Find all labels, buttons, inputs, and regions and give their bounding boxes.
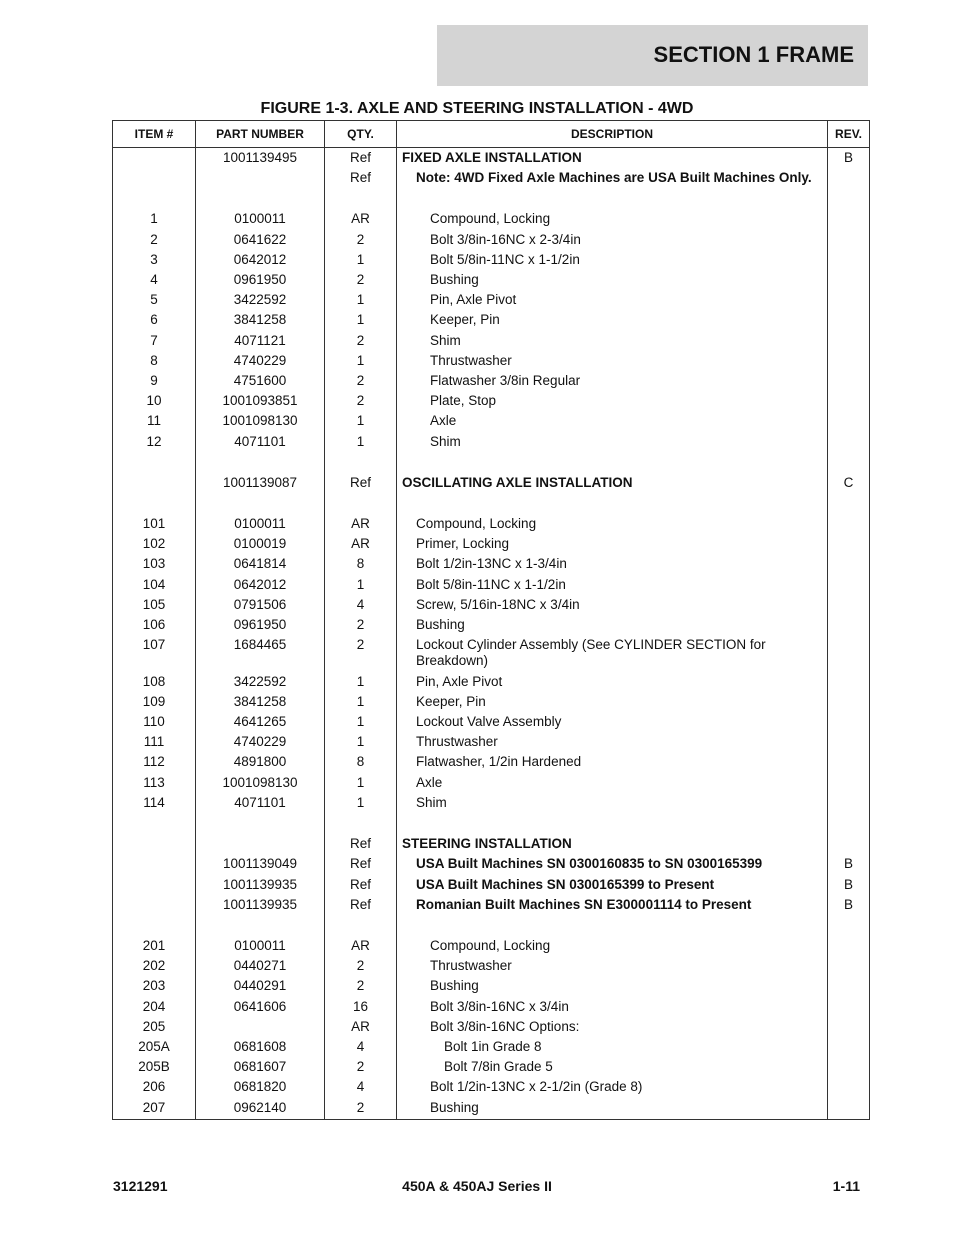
item-number-cell: 109 (113, 692, 196, 712)
part-number-cell: 4071101 (196, 432, 325, 452)
table-row (113, 331, 870, 351)
revision-cell (828, 331, 870, 351)
quantity-cell: 1 (325, 712, 397, 732)
item-number-cell: 9 (113, 371, 196, 391)
quantity-cell: 2 (325, 956, 397, 976)
revision-cell (828, 635, 870, 671)
quantity-cell: 1 (325, 411, 397, 431)
revision-cell: B (828, 875, 870, 895)
table-row (113, 290, 870, 310)
item-number-cell: 113 (113, 773, 196, 793)
revision-cell (828, 712, 870, 732)
part-number-cell: 1001098130 (196, 411, 325, 431)
description-cell: STEERING INSTALLATION (397, 834, 828, 854)
table-row (113, 391, 870, 411)
table-row (113, 854, 870, 874)
description-cell: Shim (397, 793, 828, 813)
spacer-cell (397, 813, 828, 834)
quantity-cell: 1 (325, 672, 397, 692)
revision-cell (828, 432, 870, 452)
spacer-cell (325, 188, 397, 209)
quantity-cell: 1 (325, 575, 397, 595)
description-cell: Pin, Axle Pivot (397, 290, 828, 310)
description-cell: Bolt 3/8in-16NC x 3/4in (397, 997, 828, 1017)
revision-cell: C (828, 473, 870, 493)
part-number-cell: 0681608 (196, 1037, 325, 1057)
table-row (113, 1057, 870, 1077)
item-number-cell: 201 (113, 936, 196, 956)
quantity-cell: 1 (325, 793, 397, 813)
footer-series: 450A & 450AJ Series II (402, 1178, 552, 1194)
table-row (113, 595, 870, 615)
table-row (113, 997, 870, 1017)
part-number-cell: 4740229 (196, 732, 325, 752)
part-number-cell: 0641814 (196, 554, 325, 574)
revision-cell (828, 956, 870, 976)
item-number-cell (113, 895, 196, 915)
table-row (113, 209, 870, 229)
spacer-cell (397, 915, 828, 936)
part-number-cell: 4751600 (196, 371, 325, 391)
quantity-cell: 2 (325, 391, 397, 411)
revision-cell (828, 209, 870, 229)
table-row (113, 310, 870, 330)
spacer-cell (828, 188, 870, 209)
item-number-cell: 102 (113, 534, 196, 554)
item-number-cell: 203 (113, 976, 196, 996)
revision-cell (828, 250, 870, 270)
quantity-cell: 2 (325, 230, 397, 250)
table-row (113, 148, 870, 169)
item-number-cell: 114 (113, 793, 196, 813)
table-row (113, 371, 870, 391)
spacer-cell (397, 493, 828, 514)
part-number-cell: 1001139049 (196, 854, 325, 874)
part-number-cell: 4641265 (196, 712, 325, 732)
part-number-cell: 0100019 (196, 534, 325, 554)
table-row (113, 834, 870, 854)
description-cell: Bolt 1/2in-13NC x 1-3/4in (397, 554, 828, 574)
revision-cell (828, 1098, 870, 1120)
revision-cell (828, 997, 870, 1017)
description-cell: Plate, Stop (397, 391, 828, 411)
revision-cell (828, 834, 870, 854)
part-number-cell: 0961950 (196, 270, 325, 290)
quantity-cell: 2 (325, 270, 397, 290)
description-cell: Pin, Axle Pivot (397, 672, 828, 692)
item-number-cell: 104 (113, 575, 196, 595)
item-number-cell: 7 (113, 331, 196, 351)
spacer-cell (196, 493, 325, 514)
quantity-cell: 16 (325, 997, 397, 1017)
item-number-cell: 111 (113, 732, 196, 752)
quantity-cell: 8 (325, 554, 397, 574)
table-row (113, 534, 870, 554)
revision-cell (828, 773, 870, 793)
part-number-cell: 1001098130 (196, 773, 325, 793)
description-cell: Screw, 5/16in-18NC x 3/4in (397, 595, 828, 615)
part-number-cell: 4071101 (196, 793, 325, 813)
revision-cell (828, 692, 870, 712)
quantity-cell: 1 (325, 290, 397, 310)
part-number-cell: 0440271 (196, 956, 325, 976)
item-number-cell (113, 168, 196, 188)
part-number-cell: 0641606 (196, 997, 325, 1017)
revision-cell (828, 411, 870, 431)
part-number-cell (196, 834, 325, 854)
table-row (113, 1077, 870, 1097)
item-number-cell: 10 (113, 391, 196, 411)
description-cell: Bushing (397, 1098, 828, 1120)
table-row (113, 936, 870, 956)
description-cell: Keeper, Pin (397, 310, 828, 330)
part-number-cell: 0100011 (196, 514, 325, 534)
table-row (113, 230, 870, 250)
part-number-cell: 0100011 (196, 209, 325, 229)
spacer-cell (113, 915, 196, 936)
item-number-cell: 103 (113, 554, 196, 574)
revision-cell (828, 1037, 870, 1057)
part-number-cell: 3422592 (196, 672, 325, 692)
quantity-cell: 2 (325, 331, 397, 351)
quantity-cell: 4 (325, 595, 397, 615)
item-number-cell: 101 (113, 514, 196, 534)
quantity-cell: 2 (325, 976, 397, 996)
revision-cell (828, 672, 870, 692)
part-number-cell: 1001093851 (196, 391, 325, 411)
quantity-cell: 1 (325, 773, 397, 793)
quantity-cell: 1 (325, 250, 397, 270)
quantity-cell: 2 (325, 615, 397, 635)
revision-cell (828, 752, 870, 772)
description-cell: Bushing (397, 976, 828, 996)
part-number-cell: 3422592 (196, 290, 325, 310)
description-cell: Lockout Cylinder Assembly (See CYLINDER SECTION for Breakdown) (397, 635, 828, 671)
spacer-cell (828, 915, 870, 936)
revision-cell (828, 371, 870, 391)
item-number-cell (113, 834, 196, 854)
description-cell: Axle (397, 411, 828, 431)
quantity-cell: Ref (325, 875, 397, 895)
description-cell: Bolt 5/8in-11NC x 1-1/2in (397, 250, 828, 270)
table-row (113, 168, 870, 188)
quantity-cell: Ref (325, 854, 397, 874)
part-number-cell: 1684465 (196, 635, 325, 671)
table-row (113, 732, 870, 752)
revision-cell (828, 936, 870, 956)
table-row (113, 875, 870, 895)
description-cell: USA Built Machines SN 0300165399 to Present (397, 875, 828, 895)
part-number-cell: 1001139087 (196, 473, 325, 493)
column-header-qty: QTY. (325, 121, 397, 148)
spacer-cell (196, 813, 325, 834)
part-number-cell: 0791506 (196, 595, 325, 615)
revision-cell (828, 1077, 870, 1097)
item-number-cell: 105 (113, 595, 196, 615)
item-number-cell: 112 (113, 752, 196, 772)
revision-cell (828, 168, 870, 188)
description-cell: Flatwasher 3/8in Regular (397, 371, 828, 391)
item-number-cell: 12 (113, 432, 196, 452)
section-header-box (437, 25, 868, 86)
description-cell: Bolt 1/2in-13NC x 2-1/2in (Grade 8) (397, 1077, 828, 1097)
part-number-cell: 0681820 (196, 1077, 325, 1097)
quantity-cell: 1 (325, 351, 397, 371)
revision-cell (828, 391, 870, 411)
table-row (113, 554, 870, 574)
spacer-row (113, 452, 870, 473)
item-number-cell: 206 (113, 1077, 196, 1097)
figure-title: FIGURE 1-3. AXLE AND STEERING INSTALLATION - 4WD (260, 100, 694, 117)
revision-cell (828, 1057, 870, 1077)
description-cell: Thrustwasher (397, 732, 828, 752)
spacer-cell (325, 813, 397, 834)
quantity-cell: 4 (325, 1037, 397, 1057)
part-number-cell: 1001139935 (196, 895, 325, 915)
part-number-cell (196, 1017, 325, 1037)
spacer-cell (325, 915, 397, 936)
item-number-cell: 207 (113, 1098, 196, 1120)
table-row (113, 956, 870, 976)
part-number-cell: 0641622 (196, 230, 325, 250)
quantity-cell: AR (325, 534, 397, 554)
item-number-cell: 2 (113, 230, 196, 250)
quantity-cell: Ref (325, 834, 397, 854)
spacer-row (113, 813, 870, 834)
spacer-row (113, 493, 870, 514)
spacer-cell (113, 493, 196, 514)
table-row (113, 976, 870, 996)
item-number-cell (113, 473, 196, 493)
revision-cell (828, 732, 870, 752)
description-cell: Keeper, Pin (397, 692, 828, 712)
revision-cell: B (828, 854, 870, 874)
item-number-cell: 4 (113, 270, 196, 290)
item-number-cell: 3 (113, 250, 196, 270)
table-row (113, 250, 870, 270)
description-cell: Bolt 3/8in-16NC Options: (397, 1017, 828, 1037)
description-cell: Shim (397, 432, 828, 452)
revision-cell (828, 976, 870, 996)
footer-doc-number: 3121291 (113, 1178, 168, 1194)
quantity-cell: Ref (325, 168, 397, 188)
revision-cell (828, 554, 870, 574)
item-number-cell: 106 (113, 615, 196, 635)
quantity-cell: 1 (325, 692, 397, 712)
table-row (113, 514, 870, 534)
item-number-cell: 1 (113, 209, 196, 229)
part-number-cell: 3841258 (196, 692, 325, 712)
description-cell: Romanian Built Machines SN E300001114 to Present (397, 895, 828, 915)
part-number-cell (196, 168, 325, 188)
spacer-row (113, 915, 870, 936)
section-title: SECTION 1 FRAME (653, 42, 854, 67)
part-number-cell: 0962140 (196, 1098, 325, 1120)
table-row (113, 575, 870, 595)
quantity-cell: AR (325, 209, 397, 229)
spacer-cell (397, 452, 828, 473)
quantity-cell: 2 (325, 371, 397, 391)
revision-cell (828, 1017, 870, 1037)
part-number-cell: 0681607 (196, 1057, 325, 1077)
revision-cell (828, 595, 870, 615)
quantity-cell: Ref (325, 473, 397, 493)
spacer-cell (113, 188, 196, 209)
revision-cell (828, 310, 870, 330)
quantity-cell: Ref (325, 148, 397, 169)
table-row (113, 1098, 870, 1120)
item-number-cell: 11 (113, 411, 196, 431)
table-row (113, 773, 870, 793)
spacer-cell (828, 493, 870, 514)
description-cell: Flatwasher, 1/2in Hardened (397, 752, 828, 772)
description-cell: USA Built Machines SN 0300160835 to SN 0300165399 (397, 854, 828, 874)
table-row (113, 895, 870, 915)
item-number-cell: 8 (113, 351, 196, 371)
description-cell: Note: 4WD Fixed Axle Machines are USA Built Machines Only. (397, 168, 828, 188)
table-row (113, 712, 870, 732)
description-cell: Bolt 5/8in-11NC x 1-1/2in (397, 575, 828, 595)
revision-cell (828, 290, 870, 310)
column-header-part-number: PART NUMBER (196, 121, 325, 148)
description-cell: Compound, Locking (397, 936, 828, 956)
footer-page-number: 1-11 (832, 1178, 860, 1194)
spacer-cell (828, 813, 870, 834)
quantity-cell: 8 (325, 752, 397, 772)
description-cell: Thrustwasher (397, 351, 828, 371)
table-row (113, 351, 870, 371)
description-cell: Bolt 1in Grade 8 (397, 1037, 828, 1057)
item-number-cell: 204 (113, 997, 196, 1017)
quantity-cell: 1 (325, 732, 397, 752)
quantity-cell: 2 (325, 1098, 397, 1120)
column-header-description: DESCRIPTION (397, 121, 828, 148)
spacer-cell (196, 188, 325, 209)
item-number-cell (113, 875, 196, 895)
revision-cell (828, 514, 870, 534)
quantity-cell: AR (325, 514, 397, 534)
revision-cell: B (828, 895, 870, 915)
part-number-cell: 1001139935 (196, 875, 325, 895)
table-row (113, 270, 870, 290)
parts-table (112, 120, 870, 1120)
spacer-cell (325, 452, 397, 473)
description-cell: Bolt 3/8in-16NC x 2-3/4in (397, 230, 828, 250)
column-header-item: ITEM # (113, 121, 196, 148)
description-cell: FIXED AXLE INSTALLATION (397, 148, 828, 169)
item-number-cell: 6 (113, 310, 196, 330)
description-cell: Axle (397, 773, 828, 793)
quantity-cell: 2 (325, 635, 397, 671)
description-cell: Thrustwasher (397, 956, 828, 976)
item-number-cell: 202 (113, 956, 196, 976)
description-cell: Bushing (397, 270, 828, 290)
spacer-cell (196, 915, 325, 936)
item-number-cell: 205B (113, 1057, 196, 1077)
item-number-cell: 110 (113, 712, 196, 732)
table-row (113, 615, 870, 635)
table-row (113, 432, 870, 452)
table-row (113, 752, 870, 772)
description-cell: Bushing (397, 615, 828, 635)
revision-cell (828, 230, 870, 250)
description-cell: Primer, Locking (397, 534, 828, 554)
table-header-row (113, 121, 870, 148)
table-row (113, 473, 870, 493)
parts-table-body (113, 148, 870, 1120)
revision-cell (828, 270, 870, 290)
table-row (113, 411, 870, 431)
quantity-cell: AR (325, 1017, 397, 1037)
description-cell: Lockout Valve Assembly (397, 712, 828, 732)
part-number-cell: 0961950 (196, 615, 325, 635)
item-number-cell (113, 148, 196, 169)
description-cell: Compound, Locking (397, 209, 828, 229)
table-row (113, 793, 870, 813)
spacer-cell (397, 188, 828, 209)
spacer-cell (325, 493, 397, 514)
table-row (113, 1037, 870, 1057)
table-row (113, 692, 870, 712)
part-number-cell: 0440291 (196, 976, 325, 996)
description-cell: Shim (397, 331, 828, 351)
quantity-cell: 2 (325, 1057, 397, 1077)
spacer-row (113, 188, 870, 209)
quantity-cell: AR (325, 936, 397, 956)
item-number-cell (113, 854, 196, 874)
description-cell: OSCILLATING AXLE INSTALLATION (397, 473, 828, 493)
item-number-cell: 107 (113, 635, 196, 671)
part-number-cell: 1001139495 (196, 148, 325, 169)
spacer-cell (113, 452, 196, 473)
item-number-cell: 205A (113, 1037, 196, 1057)
revision-cell (828, 615, 870, 635)
item-number-cell: 108 (113, 672, 196, 692)
part-number-cell: 3841258 (196, 310, 325, 330)
table-row (113, 635, 870, 671)
revision-cell (828, 534, 870, 554)
item-number-cell: 205 (113, 1017, 196, 1037)
spacer-cell (828, 452, 870, 473)
quantity-cell: 4 (325, 1077, 397, 1097)
table-row (113, 1017, 870, 1037)
quantity-cell: Ref (325, 895, 397, 915)
part-number-cell: 0642012 (196, 575, 325, 595)
quantity-cell: 1 (325, 432, 397, 452)
part-number-cell: 4740229 (196, 351, 325, 371)
revision-cell (828, 793, 870, 813)
part-number-cell: 0100011 (196, 936, 325, 956)
revision-cell (828, 575, 870, 595)
part-number-cell: 4071121 (196, 331, 325, 351)
item-number-cell: 5 (113, 290, 196, 310)
table-row (113, 672, 870, 692)
column-header-rev: REV. (828, 121, 870, 148)
spacer-cell (196, 452, 325, 473)
revision-cell (828, 351, 870, 371)
description-cell: Compound, Locking (397, 514, 828, 534)
quantity-cell: 1 (325, 310, 397, 330)
revision-cell: B (828, 148, 870, 169)
description-cell: Bolt 7/8in Grade 5 (397, 1057, 828, 1077)
spacer-cell (113, 813, 196, 834)
part-number-cell: 4891800 (196, 752, 325, 772)
part-number-cell: 0642012 (196, 250, 325, 270)
